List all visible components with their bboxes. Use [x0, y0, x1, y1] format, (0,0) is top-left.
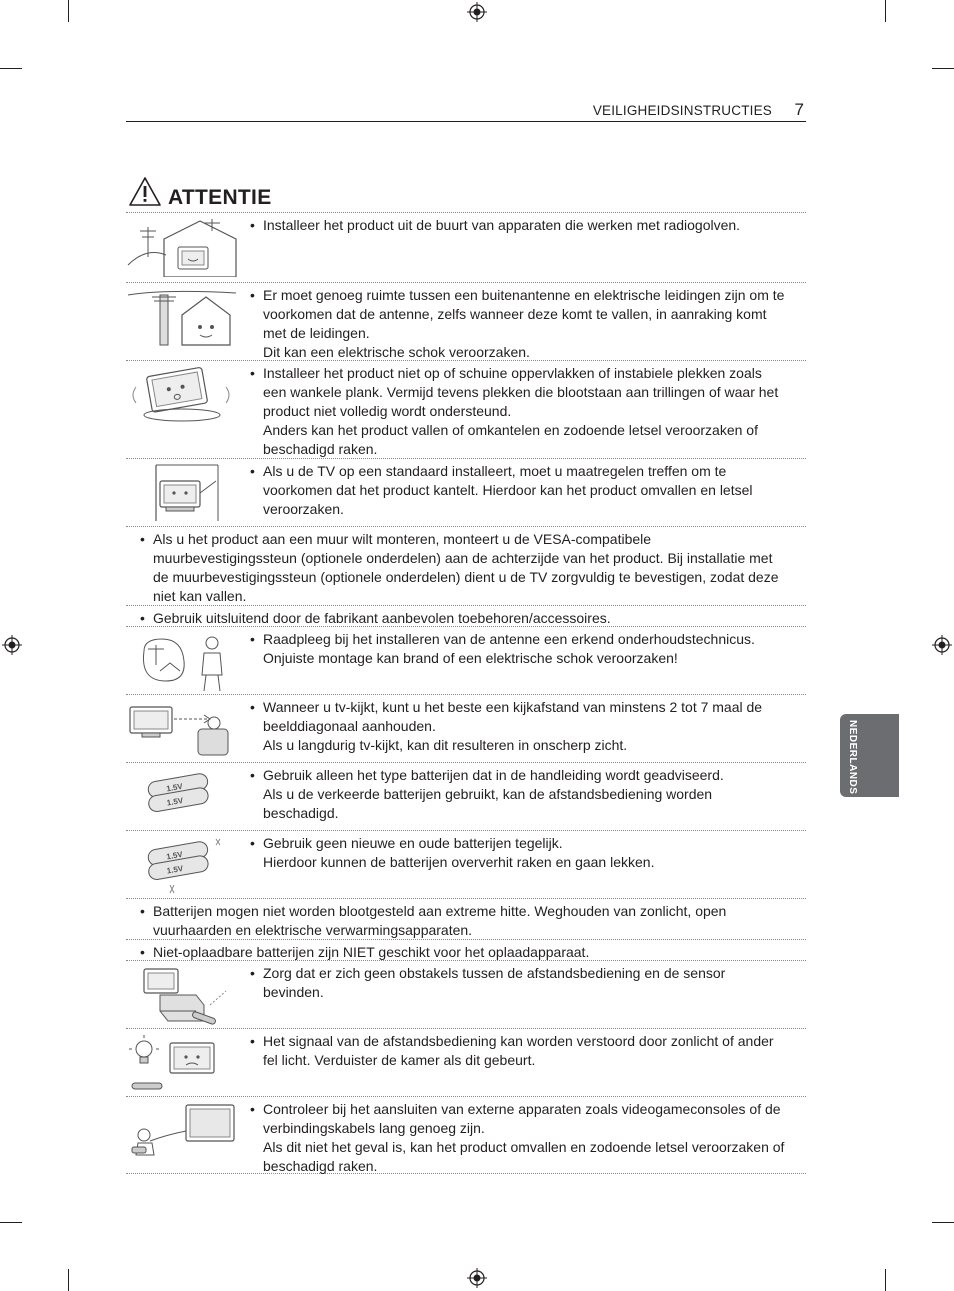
- instruction-item: [126, 1028, 806, 1096]
- warning-triangle-icon: [128, 176, 162, 208]
- language-tab-label: NEDERLANDS: [847, 720, 858, 795]
- bullet: •: [250, 217, 255, 233]
- instruction-item: [126, 898, 806, 939]
- remote-obstacle-illustration: [126, 965, 238, 1025]
- crop-mark: [885, 0, 886, 22]
- item-paragraph: Installeer het product niet op of schuine oppervlakken of instabiele plekken zoals een wankele plank. Vermijd tevens plekken die blootstaan aan trillingen of waar het product niet volledig wordt ondersteund.: [263, 365, 779, 419]
- technician-antenna-illustration: [126, 631, 238, 691]
- instruction-item: [126, 458, 806, 526]
- bullet: •: [250, 1033, 255, 1049]
- running-header: [126, 100, 806, 122]
- item-text: [250, 1032, 786, 1070]
- crop-mark: [68, 0, 69, 22]
- item-paragraph: Hierdoor kunnen de batterijen oververhit raken en gaan lekken.: [263, 854, 655, 870]
- battery-label: 1.5V: [166, 863, 184, 876]
- instruction-item: [126, 939, 806, 960]
- item-paragraph: Raadpleeg bij het installeren van de antenne een erkend onderhoudstechnicus.: [263, 631, 755, 647]
- bright-light-remote-illustration: [126, 1033, 238, 1093]
- language-tab: [840, 714, 899, 797]
- item-paragraph: Gebruik uitsluitend door de fabrikant aanbevolen toebehoren/accessoires.: [153, 610, 611, 626]
- old-new-batteries-illustration: [126, 835, 238, 895]
- bullet: •: [140, 944, 145, 960]
- crop-mark: [68, 1269, 69, 1291]
- item-paragraph: Gebruik alleen het type batterijen dat in de handleiding wordt geadviseerd.: [263, 767, 724, 783]
- crop-mark: [885, 1269, 886, 1291]
- item-text: [140, 902, 786, 940]
- item-text: [140, 530, 786, 606]
- item-paragraph: Gebruik geen nieuwe en oude batterijen tegelijk.: [263, 835, 563, 851]
- item-paragraph: Onjuiste montage kan brand of een elektrische schok veroorzaken!: [263, 650, 678, 666]
- bullet: •: [250, 365, 255, 381]
- item-text: [250, 766, 786, 823]
- bullet: •: [140, 610, 145, 626]
- crop-mark: [932, 68, 954, 69]
- attention-heading: [128, 176, 806, 212]
- item-paragraph: Als u de TV op een standaard installeert, moet u maatregelen treffen om te voorkomen dat het product kantelt. Hierdoor kan het product omvallen en letsel veroorzaken.: [263, 463, 753, 517]
- crop-mark: [932, 1222, 954, 1223]
- item-paragraph: Wanneer u tv-kijkt, kunt u het beste een kijkafstand van minstens 2 tot 7 maal de beelddiagonaal aanhouden.: [263, 699, 763, 734]
- instruction-item: [126, 360, 806, 458]
- item-text: [250, 216, 786, 235]
- registration-mark-icon: [2, 635, 22, 655]
- item-text: [250, 1100, 786, 1176]
- item-text: [250, 698, 786, 755]
- item-text: [250, 834, 786, 872]
- instruction-item: [126, 694, 806, 762]
- section-title: VEILIGHEIDSINSTRUCTIES: [592, 103, 772, 118]
- instruction-item: [126, 212, 806, 282]
- item-text: [250, 462, 786, 519]
- item-paragraph: Als u de verkeerde batterijen gebruikt, kan de afstandsbediening worden beschadigd.: [263, 786, 713, 821]
- battery-label: 1.5V: [166, 795, 184, 808]
- bullet: •: [250, 287, 255, 303]
- item-text: [250, 364, 786, 459]
- crop-mark: [0, 68, 22, 69]
- viewing-distance-illustration: [126, 699, 238, 759]
- item-paragraph: Als dit niet het geval is, kan het product omvallen en zodoende letsel veroorzaken of beschadigd raken.: [263, 1139, 785, 1174]
- instruction-list: [126, 212, 806, 1174]
- item-paragraph: Als u langdurig tv-kijkt, kan dit resulteren in onscherp zicht.: [263, 737, 628, 753]
- tv-stand-wall-illustration: [126, 463, 238, 523]
- bullet: •: [140, 903, 145, 919]
- item-paragraph: Als u het product aan een muur wilt monteren, monteert u de VESA-compatibele muurbevestigingssteun (optionele onderdelen) aan de achterzijde van het product. Bij installatie met de muurbevestigingssteun (optionele onderdelen) dient u de TV zorgvuldig te bevestigen, zodat deze niet kan vallen.: [153, 531, 779, 604]
- instruction-item: [126, 762, 806, 830]
- instruction-item: [126, 960, 806, 1028]
- registration-mark-icon: [467, 1268, 487, 1288]
- outdoor-antenna-power-line-illustration: [126, 287, 238, 347]
- item-text: [250, 630, 786, 668]
- item-paragraph: Het signaal van de afstandsbediening kan worden verstoord door zonlicht of ander fel licht. Verduister de kamer als dit gebeurt.: [263, 1033, 774, 1068]
- bullet: •: [250, 965, 255, 981]
- item-text: [250, 286, 786, 362]
- instruction-item: [126, 626, 806, 694]
- item-paragraph: Installeer het product uit de buurt van apparaten die werken met radiogolven.: [263, 217, 741, 233]
- crop-mark: [0, 1222, 22, 1223]
- antenna-house-tv-illustration: [126, 217, 238, 277]
- item-paragraph: Niet-oplaadbare batterijen zijn NIET geschikt voor het oplaadapparaat.: [153, 944, 590, 960]
- item-paragraph: Er moet genoeg ruimte tussen een buitenantenne en elektrische leidingen zijn om te voorkomen dat de antenne, zelfs wanneer deze komt te vallen, in aanraking komt met de leidingen.: [263, 287, 785, 341]
- bullet: •: [250, 835, 255, 851]
- registration-mark-icon: [932, 635, 952, 655]
- attention-title: ATTENTIE: [168, 186, 272, 209]
- bullet: •: [250, 1101, 255, 1117]
- instruction-item: [126, 526, 806, 605]
- item-paragraph: Controleer bij het aansluiten van externe apparaten zoals videogameconsoles of de verbindingskabels lang genoeg zijn.: [263, 1101, 781, 1136]
- unstable-tv-illustration: [126, 365, 238, 425]
- bullet: •: [140, 531, 145, 547]
- item-paragraph: Anders kan het product vallen of omkantelen en zodoende letsel veroorzaken of beschadigd raken.: [263, 422, 758, 457]
- item-paragraph: Batterijen mogen niet worden blootgesteld aan extreme hitte. Weghouden van zonlicht, open vuurhaarden en elektrische verwarmingsapparaten.: [153, 903, 727, 938]
- registration-mark-icon: [467, 2, 487, 22]
- instruction-item: [126, 282, 806, 360]
- bullet: •: [250, 699, 255, 715]
- instruction-item: [126, 830, 806, 898]
- battery-label: 1.5V: [165, 781, 184, 794]
- instruction-item: [126, 1096, 806, 1174]
- bullet: •: [250, 463, 255, 479]
- item-text: [250, 964, 786, 1002]
- instruction-item: [126, 605, 806, 626]
- batteries-illustration: [126, 767, 238, 827]
- bullet: •: [250, 767, 255, 783]
- game-console-cable-illustration: [126, 1101, 238, 1161]
- item-paragraph: Zorg dat er zich geen obstakels tussen de afstandsbediening en de sensor bevinden.: [263, 965, 726, 1000]
- bullet: •: [250, 631, 255, 647]
- page-number: 7: [794, 100, 804, 119]
- battery-label: 1.5V: [165, 849, 184, 862]
- item-paragraph: Dit kan een elektrische schok veroorzaken.: [263, 344, 530, 360]
